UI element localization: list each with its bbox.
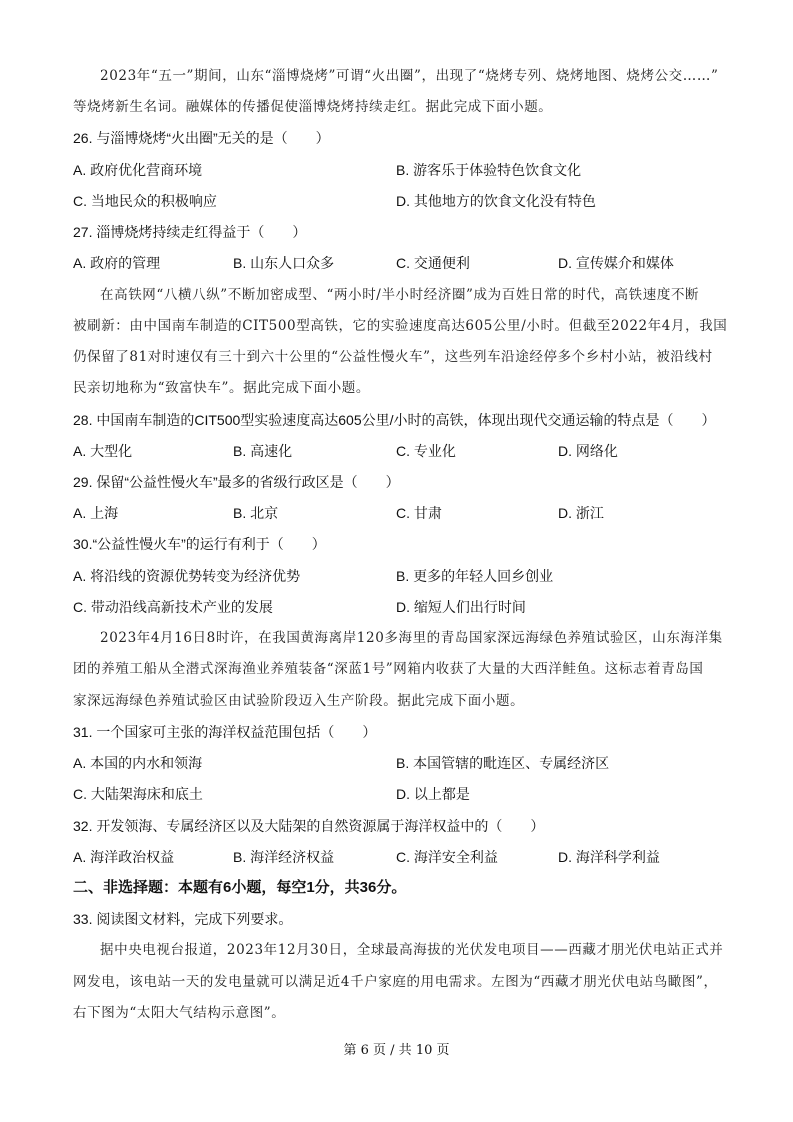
answer-option: B. 山东人口众多 (233, 255, 335, 272)
question-stem: 27. 淄博烧烤持续走红得益于（ ） (73, 224, 307, 241)
answer-option: B. 游客乐于体验特色饮食文化 (396, 161, 582, 178)
passage-line: 家深远海绿色养殖试验区由试验阶段迈入生产阶段。据此完成下面小题。 (73, 692, 525, 709)
option-row (73, 783, 753, 805)
answer-option: A. 上海 (73, 505, 119, 522)
passage-line: 网发电，该电站一天的发电量就可以满足近4千户家庭的用电需求。左图为“西藏才朋光伏电站鸟瞰图”， (73, 973, 718, 990)
answer-option: B. 本国管辖的毗连区、专属经济区 (396, 755, 610, 772)
question-stem: 30.“公益性慢火车”的运行有利于（ ） (73, 536, 326, 553)
option-row (73, 596, 753, 618)
answer-option: A. 政府优化营商环境 (73, 161, 203, 178)
answer-option: D. 网络化 (558, 442, 618, 459)
option-row (73, 440, 753, 462)
section-heading: 二、非选择题：本题有6小题，每空1分，共36分。 (73, 878, 407, 896)
answer-option: B. 海洋经济权益 (233, 848, 335, 865)
answer-option: B. 高速化 (233, 442, 293, 459)
option-row (73, 252, 753, 274)
page-footer: 第 6 页 / 共 10 页 (343, 1043, 450, 1058)
option-row (73, 565, 753, 587)
answer-option: A. 海洋政治权益 (73, 848, 175, 865)
answer-option: A. 本国的内水和领海 (73, 755, 203, 772)
answer-option: D. 缩短人们出行时间 (396, 598, 526, 615)
answer-option: C. 甘肃 (396, 505, 442, 522)
question-stem: 26. 与淄博烧烤“火出圈”无关的是（ ） (73, 130, 330, 147)
answer-option: D. 海洋科学利益 (558, 848, 660, 865)
option-row (73, 752, 753, 774)
question-stem: 31. 一个国家可主张的海洋权益范围包括（ ） (73, 723, 377, 740)
answer-option: B. 更多的年轻人回乡创业 (396, 567, 554, 584)
question-stem: 28. 中国南车制造的CIT500型实验速度高达605公里/小时的高铁，体现出现代交通运输的特点是（ ） (73, 411, 716, 428)
answer-option: C. 交通便利 (396, 255, 470, 272)
passage-line: 民亲切地称为“致富快车”。据此完成下面小题。 (73, 380, 371, 397)
answer-option: A. 将沿线的资源优势转变为经济优势 (73, 567, 301, 584)
answer-option: C. 海洋安全利益 (396, 848, 498, 865)
passage-line: 据中央电视台报道，2023年12月30日，全球最高海拔的光伏发电项目——西藏才朋光伏电站正式并 (100, 942, 724, 959)
passage-line: 2023年“五一”期间，山东“淄博烧烤”可谓“火出圈”，出现了“烧烤专列、烧烤地图、烧烤公交……” (100, 68, 719, 84)
option-row (73, 502, 753, 524)
answer-option: C. 大陆架海床和底土 (73, 786, 203, 803)
question-stem: 32. 开发领海、专属经济区以及大陆架的自然资源属于海洋权益中的（ ） (73, 817, 545, 834)
answer-option: C. 专业化 (396, 442, 456, 459)
passage-line: 2023年4月16日8时许，在我国黄海离岸120多海里的青岛国家深远海绿色养殖试验区，山东海洋集 (100, 630, 723, 647)
passage-line: 仍保留了81对时速仅有三十到六十公里的“公益性慢火车”，这些列车沿途经停多个乡村小站，被沿线村 (73, 349, 713, 366)
passage-line: 右下图为“太阳大气结构示意图”。 (73, 1004, 286, 1021)
question-stem: 33. 阅读图文材料，完成下列要求。 (73, 911, 293, 928)
answer-option: D. 以上都是 (396, 786, 470, 803)
passage-line: 在高铁网“八横八纵”不断加密成型、“两小时/半小时经济圈”成为百姓日常的时代，高铁速度不断 (100, 286, 700, 303)
option-row (73, 190, 753, 212)
option-row (73, 846, 753, 868)
passage-line: 被刷新：由中国南车制造的CIT500型高铁，它的实验速度高达605公里/小时。但截至2022年4月，我国 (73, 317, 728, 334)
answer-option: C. 当地民众的积极响应 (73, 192, 217, 209)
option-row (73, 159, 753, 181)
answer-option: B. 北京 (233, 505, 279, 522)
passage-line: 团的养殖工船从全潜式深海渔业养殖装备“深蓝1号”网箱内收获了大量的大西洋鲑鱼。这标志着青岛国 (73, 661, 704, 678)
answer-option: D. 宣传媒介和媒体 (558, 255, 674, 272)
answer-option: A. 大型化 (73, 442, 133, 459)
question-stem: 29. 保留“公益性慢火车”最多的省级行政区是（ ） (73, 473, 400, 490)
answer-option: D. 其他地方的饮食文化没有特色 (396, 192, 596, 209)
answer-option: A. 政府的管理 (73, 255, 161, 272)
answer-option: C. 带动沿线高新技术产业的发展 (73, 598, 273, 615)
answer-option: D. 浙江 (558, 505, 604, 522)
passage-line: 等烧烤新生名词。融媒体的传播促使淄博烧烤持续走红。据此完成下面小题。 (73, 99, 553, 116)
